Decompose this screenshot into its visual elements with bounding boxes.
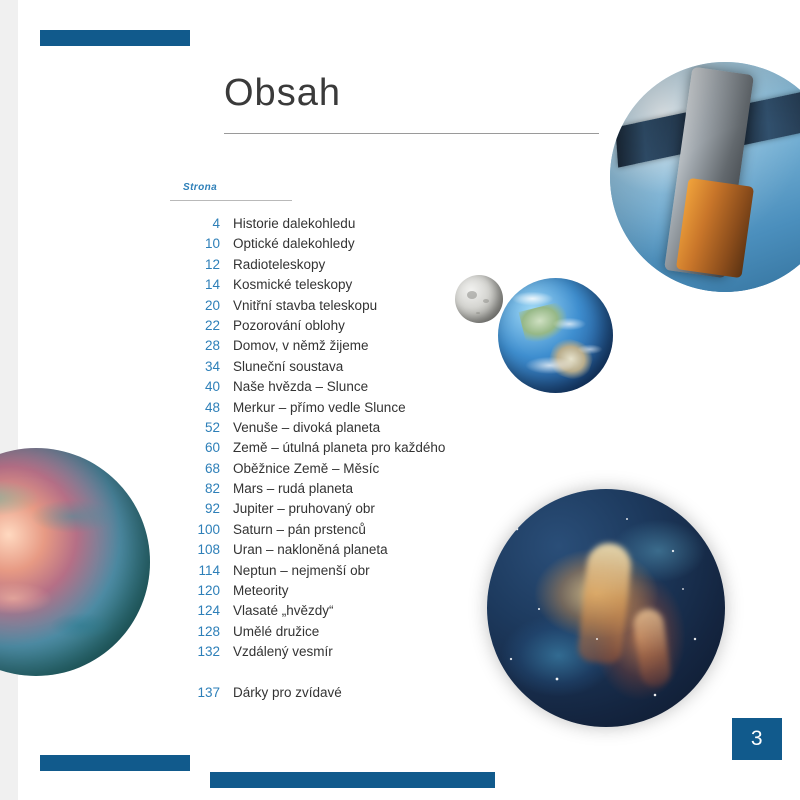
toc-entry[interactable]: [160, 400, 620, 420]
toc-entry-label: Domov, v němž žijeme: [233, 338, 369, 354]
toc-entry-page: 114: [198, 562, 220, 578]
toc-entry-page: 4: [212, 216, 220, 231]
toc-entry-label: Sluneční soustava: [233, 358, 344, 374]
toc-entry-label: Naše hvězda – Slunce: [233, 379, 369, 395]
toc-entry-label: Radioteleskopy: [233, 256, 326, 272]
nebula-image: [487, 489, 725, 727]
hubble-vignette: [610, 62, 800, 292]
toc-entry-label: Historie dalekohledu: [233, 216, 356, 231]
toc-entry-page: 137: [197, 684, 220, 700]
toc-entry-page: 40: [204, 379, 220, 395]
toc-entry-label: Meteority: [233, 583, 289, 599]
earth-clouds: [498, 278, 613, 393]
toc-entry-label: Merkur – přímo vedle Slunce: [233, 399, 406, 415]
nebula-stars: [487, 489, 725, 727]
toc-entry-page: 124: [197, 603, 220, 619]
toc-entry-page: 14: [204, 277, 220, 293]
toc-entry-label: Optické dalekohledy: [233, 236, 355, 252]
venus-surface-texture: [0, 448, 150, 676]
toc-entry-page: 132: [197, 644, 220, 660]
toc-entry-page: 92: [204, 501, 220, 517]
toc-entry-page: 100: [197, 521, 220, 537]
toc-entry-label: Země – útulná planeta pro každého: [233, 440, 446, 456]
venus-image: [0, 448, 150, 676]
toc-entry-page: 10: [204, 236, 220, 252]
toc-entry[interactable]: [160, 420, 620, 440]
toc-entry-label: Vzdálený vesmír: [233, 644, 333, 660]
toc-entry-label: Venuše – divoká planeta: [233, 419, 381, 435]
toc-entry-label: Pozorování oblohy: [233, 317, 345, 333]
toc-entry-label: Dárky pro zvídavé: [233, 684, 342, 700]
decorative-bar-top-left: [40, 30, 190, 46]
decorative-bar-bottom-left: [40, 755, 190, 771]
toc-entry-page: 52: [204, 419, 220, 435]
toc-entry-page: 22: [204, 317, 220, 333]
toc-entry[interactable]: [160, 257, 620, 277]
toc-entry[interactable]: [160, 216, 620, 236]
toc-entry[interactable]: [160, 236, 620, 256]
toc-entry-label: Oběžnice Země – Měsíc: [233, 460, 380, 476]
toc-entry-label: Vlasaté „hvězdy“: [233, 603, 334, 619]
toc-entry-label: Umělé družice: [233, 623, 320, 639]
toc-entry-page: 120: [197, 583, 220, 599]
toc-entry-page: 108: [197, 542, 220, 558]
column-header-divider: [170, 200, 292, 201]
toc-entry[interactable]: [160, 440, 620, 460]
page-title: Obsah: [224, 72, 341, 114]
toc-entry[interactable]: [160, 461, 620, 481]
column-header-page: Strona: [183, 182, 218, 193]
decorative-bar-bottom-middle: [210, 772, 495, 788]
toc-entry-label: Uran – nakloněná planeta: [233, 542, 388, 558]
toc-entry-label: Vnitřní stavba teleskopu: [233, 297, 378, 313]
toc-entry-page: 48: [204, 399, 220, 415]
toc-entry-label: Saturn – pán prstenců: [233, 521, 366, 537]
toc-entry-label: Jupiter – pruhovaný obr: [233, 501, 375, 517]
hubble-telescope-image: [610, 62, 800, 292]
toc-entry-label: Mars – rudá planeta: [233, 481, 354, 497]
toc-entry-page: 128: [197, 623, 220, 639]
page-number: 3: [732, 718, 782, 760]
toc-entry-page: 28: [204, 338, 220, 354]
toc-entry-page: 12: [204, 256, 220, 272]
toc-entry-label: Kosmické teleskopy: [233, 277, 353, 293]
toc-entry-page: 68: [204, 460, 220, 476]
toc-entry-page: 34: [204, 358, 220, 374]
title-divider: [224, 133, 599, 134]
toc-entry-page: 20: [204, 297, 220, 313]
earth-image: [498, 278, 613, 393]
toc-entry-label: Neptun – nejmenší obr: [233, 562, 370, 578]
toc-entry-page: 82: [204, 481, 220, 497]
toc-entry-page: 60: [204, 440, 220, 456]
moon-image: [455, 275, 503, 323]
page-spine: [0, 0, 18, 800]
